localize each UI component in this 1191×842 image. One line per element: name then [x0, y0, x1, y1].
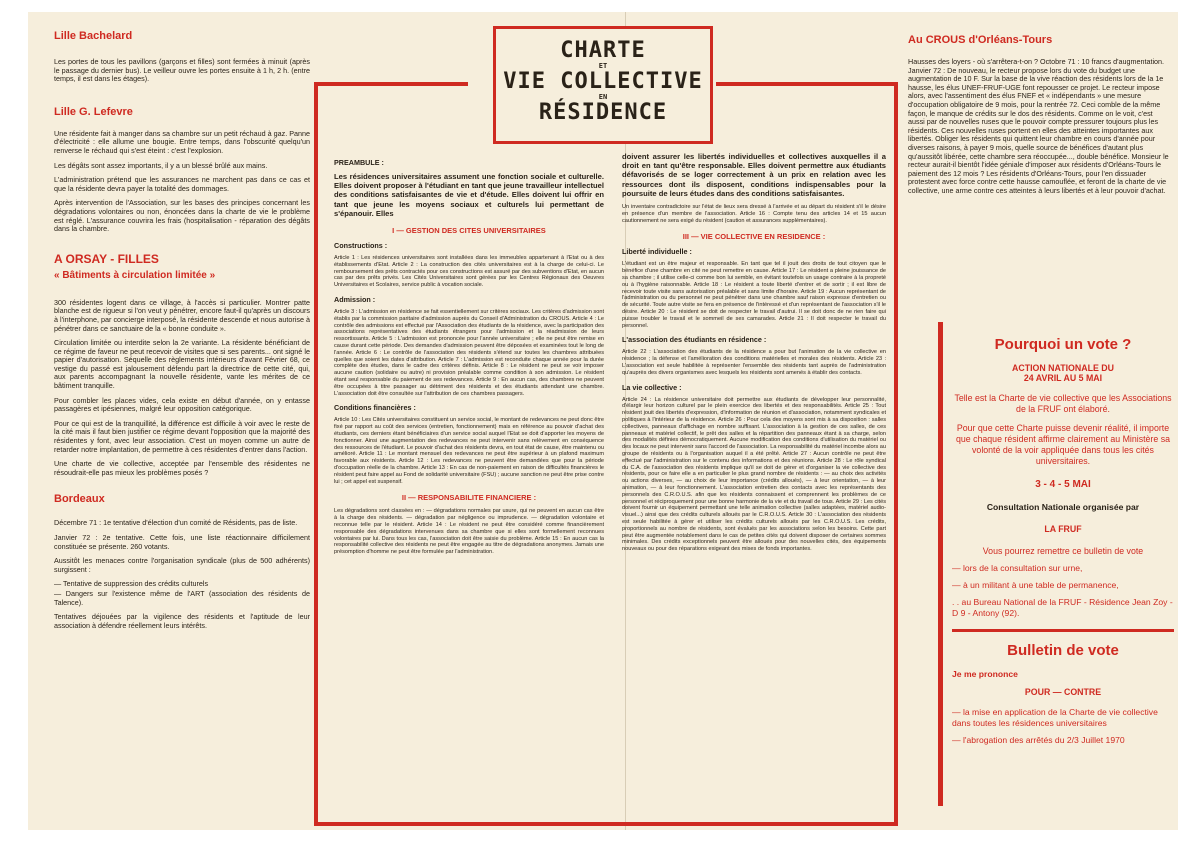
admission-text: Article 3 : L'admission en résidence se fait essentiellement sur critères sociaux. Les critères d'admission sont établis par la commission paritaire d'admission auprès du Conseil d'Administration du CROUS. Article 4 : Le contrôle des admissions est effectué par l'Association des étudiants de la résidence, avec la participation des associations représentatives des étudiants étrangers pour l'admission et la réadmission de leurs ressortissants. Article 5 : L'admission est prononcée pour l'année universitaire ; elle ne peut être remise en cause durant cette période. Des demandes d'admission peuvent être déposées et examinées tout le long de l'année. Article 6 : Le contrôle de l'association des résidents s'étend sur toutes les chambres attribuées quelles que soient les dates d'attribution. Article 7 : L'admission est reconduite chaque année pour la durée complète des études, dans le cadre des critères définis. Article 8 : Le résident ne peut se voir imposer aucune caution (solidaire ou autre) ni provision préalable comme condition à son admission. Le résident étant seul responsable du paiement de ses redevances. Article 9 : En aucun cas, des chambres ne peuvent être occupées à titre passager au détriment des résidents et des étudiants attendant une chambre. L'association doit être consultée sur l'attribution de ces chambres passagers.: [334, 309, 604, 397]
orsay-p1: 300 résidentes logent dans ce village, à l'accès si particulier. Montrer patte blanche est de rigueur si l'on veut y pénétrer, encore faut-il qu'après un discours à l'interphone, par concierge interposé, la résidente descende et nous autorise à pénétrer dans ce sanctuaire de la « bonne conduite ».: [54, 297, 310, 333]
association-label: L'association des étudiants en résidence :: [622, 335, 767, 345]
frame-bottom: [314, 822, 898, 826]
left-column: [54, 30, 310, 810]
title-residence: RÉSIDENCE: [538, 100, 668, 125]
lille-lefevre-p3: L'administration prétend que les assurances ne marchent pas dans ce cas et que la résidente devra payer la totalité des dommages.: [54, 175, 310, 193]
vote-title: Pourquoi un vote ?: [994, 336, 1132, 353]
preambule-label: PREAMBULE :: [334, 158, 384, 167]
crous-column: [908, 34, 1170, 314]
frame-right: [894, 82, 898, 826]
bordeaux-p2: Janvier 72 : 2e tentative. Cette fois, une liste réactionnaire difficilement constituée se présente. 260 votants.: [54, 533, 310, 551]
orsay-p5: Une charte de vie collective, acceptée par l'ensemble des résidentes ne résoudrait-elle pas mieux les problèmes posés ?: [54, 459, 310, 477]
title-en: EN: [598, 93, 608, 101]
conditions-text: Article 10 : Les Cités universitaires constituent un service social, le montant de redevances ne peut donc être fixé par rapport au coût des services (entretien, fonctionnement) mais en référence au pouvoir d'achat des étudiants, ces derniers étant bénéficiaires d'un service social auquel l'Etat se doit d'apporter les moyens de fonctionner. Ainsi une augmentation des redevances ne peut intervenir sans relèvement en conséquence des ressources de l'étudiant. Le pouvoir d'achat des résidents devra, en tout état de cause, être maintenu ou amélioré. Article 11 : Le montant mensuel des redevances ne peut être supérieur à un plafond maximum favorable aux résidents. Article 12 : Les redevances ne peuvent être demandées que pour la période d'occupation réelle de la chambre. Article 13 : En cas de non-paiement en raison de difficultés financières le résident peut faire appel au Fond de solidarité universitaire (FSU) ; aucune sanction ne peut être prise contre lui ; cet appel est suspensif.: [334, 417, 604, 485]
title-charte: CHARTE: [560, 38, 646, 63]
frame-left: [314, 82, 318, 826]
conditions-label: Conditions financières :: [334, 403, 416, 413]
charte-col2-small: Un inventaire contradictoire sur l'état de lieux sera dressé à l'arrivée et au départ du résident s'il le désire en présence d'un membre de l'association. Article 16 : Compte tenu des articles 14 et 15 aucun cautionnement ne sera exigé du résident (caution et assurances supplémentaires).: [622, 204, 886, 224]
lille-lefevre-p4: Après intervention de l'Association, sur les bases des principes concernant les dégradations volontaires ou non, énoncées dans la charte de vie le problème est réglé. L'assurance couvrira les frais (hospitalisation - réparation des dégâts dans la chambre.: [54, 198, 310, 234]
title-vie-collective: VIE COLLECTIVE: [503, 69, 703, 94]
vote-para-1: Telle est la Charte de vie collective que les Associations de la FRUF ont élaboré.: [954, 393, 1172, 414]
bordeaux-p1: Décembre 71 : 1e tentative d'élection d'un comité de Résidents, pas de liste.: [54, 518, 298, 528]
lille-bachelard-text: Les portes de tous les pavillons (garçons et filles) sont fermées à minuit (après le passage du dernier bus). Le veilleur ouvre les portes ensuite à 1 h, 2 h. (entre temps, il est dans les étages).: [54, 57, 310, 84]
consultation-label: Consultation Nationale organisée par: [986, 502, 1140, 512]
bordeaux-title: Bordeaux: [54, 493, 105, 506]
liberte-text: L'étudiant est un être majeur et responsable. En tant que tel il jouit des droits de tout citoyen que le bénéfice d'une chambre en cité ne peut remettre en cause. Article 17 : Le résident a pleine jouissance de sa chambre ; il utilise celle-ci comme bon lui semble, en évitant toutefois un usage contraire à la propreté ou à l'hygiène raisonnable. Article 18 : Le résident a toute liberté d'entrer et de sortir ; il est libre de recevoir toute visite sans autorisation préalable et sans limite d'horaire. Article 19 : Aucun représentant de l'administration ou du personnel ne peut pénétrer dans une chambre sauf raison expresse d'entretien ou de sécurité. Toute autre visite se fera en présence de l'intéressé et d'un représentant de l'association s'il le désire. Article 20 : Le résident se doit de respecter le travail d'autrui. Il se doit donc de ne rien faire qui puisse troubler le travail et le sommeil de ses camarades. Article 21 : Il doit respecter le travail du personnel.: [622, 261, 886, 329]
fruf-label: LA FRUF: [1044, 524, 1082, 534]
vote-para-2: Pour que cette Charte puisse devenir réalité, il importe que chaque résident affirme clairement au Ministère sa volonté de la voir appliquée dans tous les cités universitaires.: [955, 423, 1170, 466]
vie-collective-text: Article 24 : La résidence universitaire doit permettre aux étudiants de développer leur personnalité, d'élargir leur horizon culturel par le plein exercice des libertés et des responsabilités. Article 25 : Tout résident jouit des libertés d'expression, d'information de réunion et d'association, notamment syndicales et politiques à l'intérieur de la résidence. Article 26 : Pour cela des moyens sont mis à sa disposition : salles collectives, panneaux d'affichage en nombre suffisant. L'association à la gestion de ces salles, de ces panneaux et matériel collectif, le prêt des salles et la répartition des panneaux étant à sa charge, selon des modalités définies démocratiquement. Aucune modification des conditions d'utilisation du matériel ou des locaux ne peut intervenir sans l'accord de l'association. La responsabilité du matériel incombe alors au groupe de résidents ou à l'organisation auquel il a été prêté. Article 27 : Aucun contrôle ne peut être effectué par l'administration sur le contenu des informations et des réunions. Article 28 : Le rôle syndical du C.A. de l'association des résidents implique qu'il se doit de gérer et d'organiser la vie collective des résidents, pour ce faire elle a en particulier le plus grand nombre de résidents : — au choix des activités ou actions diverses, — au choix de leur importance (crédits alloués), — à leur orientation, — à leur animation, — à leur fonctionnement. L'association entretien des contacts avec les représentants des personnels des C.R.O.U.S. afin que les résidents connaissent et comprennent les problèmes de ce personnel et réciproquement pour une bonne harmonie de la vie et du travail de tous. Article 29 : Les cités doivent fournir un équipement permettant une telle animation collective (salles adaptées, matériel audio-visuel...) ainsi que des crédits culturels alloués par le C.R.O.U.S. Article 30 : L'association des résidents est seule habilitée à gérer et utiliser les crédits culturels alloués par les C.R.O.U.S. Les crédits, proportionnels au nombre de résidents, sont évalués par les associations selon les besoins. Cette part peut être augmentée notablement dans le cas de petites cités qui doivent disposer de certaines sommes minimales. Des crédits exceptionnels peuvent être alloués pour des nouvelles cités, des équipements nouveaux ou pour des réparations exigeant des mises de fonds importantes.: [622, 396, 886, 553]
responsabilite-text: Les dégradations sont classées en : — dégradations normales par usure, qui ne peuvent en aucun cas être à la charge des résidents. — dégradation par négligence ou imprudence. — dégradation volontaire et reconnue telle par le résident. Article 14 : Le résident ne peut être considéré comme financièrement responsable des dégradations intervenues dans sa chambre que si elles sont formellement reconnues volontaires par lui. Dans tous les cas, l'association doit être saisie du problème. Article 15 : En aucun cas la responsabilité collective des résidents ne peut être engagée au titre de dégradations anonymes. Jamais une présomption d'homme ne peut être formulée par l'administration.: [334, 508, 604, 556]
lille-lefevre-title: Lille G. Lefevre: [54, 105, 133, 118]
frame-top-right: [716, 82, 898, 86]
charte-col2-intro: doivent assurer les libertés individuelles et collectives auxquelles il a droit en tant qu'être responsable. Elles doivent permettre aux étudiants défavorisés de se loger correctement à un prix en relation avec les ressources dont ils disposent, conditions indispensables pour la poursuite de leurs études dans des conditions satisfaisantes.: [622, 152, 886, 198]
prononce-label: Je me prononce: [952, 669, 1018, 679]
bordeaux-p3: Aussitôt les menaces contre l'organisation syndicale (plus de 500 adhérents) surgissent :: [54, 556, 310, 574]
vote-box-bar: [938, 322, 943, 806]
frame-top-left: [314, 82, 468, 86]
crous-text: Hausses des loyers - où s'arrêtera-t-on ? Octobre 71 : 10 francs d'augmentation. Janvier 72 : De nouveau, le recteur propose lors du vote du budget une augmentation de 10 F. Sur la base de la vive réaction des résidents lors de la 1e hausse, les élus UNEF-FRUF-UGE font repousser ce projet. Le recteur impose alors, avec l'assentiment des élus FNEF et « indépendants » une mesure d'occupation obligatoire de 9 mois, pour la rentrée 72. Ceci comble de la même façon, le manque de crédits sur le dos des résidents. Comme on le voit, c'est aussi par de nouvelles ruses que le pouvoir compte pressurer toujours plus les résidents. Ces nouvelles ruses portent en elles des atteintes importantes aux libertés. Obliger les résidents qui quittent leur chambre en cours d'année pour diverses raisons, à payer 9 mois, quelle source de bénéfices d'autant plus qu'aussitôt libérée, cette chambre sera réoccupée..., double bénéfice. Monsieur le recteur aurait-il bientôt l'idée géniale d'imposer aux résidents d'Orléans-Tours le paiement des 12 mois ? Les résidents d'Orléans-Tours, pour l'en dissuader protestent avec force contre cette hausse camouflée, et feront de la charte de vie collective, une arme contre ces atteintes à leurs libertés et à leur pouvoir d'achat.: [908, 57, 1169, 195]
pour-contre-choice[interactable]: POUR — CONTRE: [1024, 687, 1102, 697]
remettre-item-2: — à un militant à une table de permanence,: [952, 580, 1119, 590]
orsay-p4: Pour ce qui est de la tranquillité, la différence est difficile à voir avec le reste de la cité mais il faut bien justifier ce régime devant l'opposition que la majorité des résidentes y font, avec leur association. C'est un moyen comme un autre de retarder notre implantation, de permettre à ces résidentes d'entrer dans l'action.: [54, 418, 310, 454]
preambule-text: Les résidences universitaires assument une fonction sociale et culturelle. Elles doivent proposer à l'étudiant en tant que jeune travailleur intellectuel des conditions satisfaisantes de vie et d'étude. Elles doivent lui offrir en tant que jeune les moyens sociaux et culturels lui permettant de s'épanouir. Elles: [334, 172, 604, 218]
vote-separator: [952, 629, 1174, 632]
bordeaux-p5: — Dangers sur l'existence même de l'ART (association des résidents de Talence).: [54, 588, 310, 607]
crous-title: Au CROUS d'Orléans-Tours: [908, 34, 1053, 46]
constructions-text: Article 1 : Les résidences universitaires sont installées dans les immeubles appartenant à l'Etat ou à des établissements d'Etat. Article 2 : La construction des cités universitaires est à la charge de celui-ci. Le remboursement des prêts contractés pour ces constructions est assuré par des subventions d'Etat, en aucun cas par des prêts privés. Les Cités Universitaires sont gérées par les Centres Régionaux des Oeuvres Universitaires et Scolaires, service public à vocation sociale.: [334, 255, 604, 289]
charte-column-2: [622, 152, 886, 817]
lille-lefevre-p1: Une résidente fait à manger dans sa chambre sur un petit réchaud à gaz. Panne d'électricité : elle allume une bougie. Entre temps, dans l'obscurité quelqu'un renverse le réchaud qui s'est éteint : c'est l'explosion.: [54, 128, 310, 155]
admission-label: Admission :: [334, 295, 376, 304]
orsay-p2: Circulation limitée ou interdite selon la 2e variante. La résidente bénéficiant de ce régime de faveur ne peut recevoir de visites que si ses parents... ont signé le papier d'autorisation. Séquelle des règlements intérieurs d'avant Février 68, ce vestige du passé est jalousement défendu part la directrice de cette cité, qui, aux parents accompagnant la nouvelle résidente, vante les mérites de ce bâtiment tranquille.: [54, 338, 310, 391]
lille-bachelard-title: Lille Bachelard: [54, 30, 133, 42]
vie-collective-label: La vie collective :: [622, 382, 682, 392]
charte-title-box: [493, 26, 713, 144]
constructions-label: Constructions :: [334, 241, 388, 251]
section-1-title: I — GESTION DES CITES UNIVERSITAIRES: [392, 226, 546, 236]
section-3-title: III — VIE COLLECTIVE EN RESIDENCE :: [682, 232, 826, 242]
association-text: Article 22 : L'association des étudiants de la résidence a pour but l'animation de la vie collective en résidence ; la défense et l'amélioration des conditions matérielles et morales des résidents. Article 23 : L'association est seule habilitée à représenter l'ensemble des résidents tant auprès de l'administration qu'auprès des divers organismes avec lesquels les résidents sont amenés à établir des contacts.: [622, 349, 886, 376]
vote-box: [938, 322, 1178, 806]
charte-column-1: [334, 152, 604, 817]
lille-lefevre-p2: Les dégâts sont assez importants, il y a un blessé brûlé aux mains.: [54, 160, 268, 170]
remettre-item-1: — lors de la consultation sur urne,: [952, 563, 1083, 573]
action-line-2: 24 AVRIL AU 5 MAI: [1023, 373, 1103, 383]
remettre-item-3: . . au Bureau National de la FRUF - Résidence Jean Zoy - D 9 - Antony (92).: [952, 597, 1173, 618]
liberte-label: Liberté individuelle :: [622, 247, 692, 257]
action-line-1: ACTION NATIONALE DU: [1012, 363, 1114, 373]
orsay-title: A ORSAY - FILLES: [54, 251, 159, 266]
bulletin-item-2: — l'abrogation des arrêtés du 2/3 Juillet 1970: [952, 735, 1125, 745]
orsay-p3: Pour combler les places vides, cela existe en début d'année, on y entasse passagères et ipésiennes, malgré leur opposition catégorique.: [54, 395, 310, 414]
remettre-label: Vous pourrez remettre ce bulletin de vote: [982, 546, 1144, 556]
orsay-subtitle: « Bâtiments à circulation limitée »: [54, 269, 216, 281]
bordeaux-p4: — Tentative de suppression des crédits culturels: [54, 579, 209, 589]
section-2-title: II — RESPONSABILITE FINANCIERE :: [401, 493, 537, 503]
title-et: ET: [598, 62, 608, 70]
bulletin-item-1: — la mise en application de la Charte de vie collective dans toutes les résidences universitaires: [952, 707, 1158, 728]
bulletin-title: Bulletin de vote: [1007, 642, 1119, 659]
vote-dates: 3 - 4 - 5 MAI: [1035, 479, 1091, 490]
newspaper-sheet: [28, 12, 1178, 830]
bordeaux-p6: Tentatives déjouées par la vigilence des résidents et l'aptitude de leur association à défendre réellement leurs intérêts.: [54, 612, 310, 630]
